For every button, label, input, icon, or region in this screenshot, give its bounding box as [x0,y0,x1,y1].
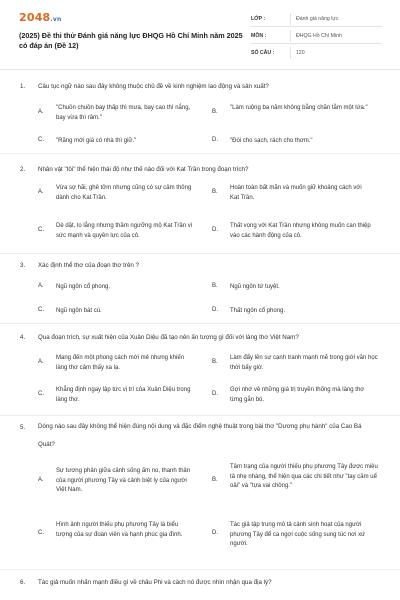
question-number: 2. [20,166,26,173]
option-text: Thất ngôn cổ phong. [230,308,286,314]
option-text: Ngũ ngôn tứ tuyệt. [230,284,280,290]
option-text: "Chuồn chuồn bay thấp thì mưa, bay cao thì nắng, bay vừa thì râm." [56,105,191,121]
question-text: Nhân vật "tôi" thể hiện thái độ như thế nào đối với Kat Trần trong đoạn trích? [38,166,249,173]
option-text: "Làm ruộng ba năm không bằng chăn tằm một lứa." [230,105,368,111]
brand-name: 2048 [19,11,51,24]
question-number: 1. [20,83,26,90]
question-divider [0,253,400,254]
option-text: Vừa sợ hãi, ghê tởm nhưng cũng có sự cảm thông dành cho Kat Trần. [56,185,192,201]
option-text: Gợi nhớ về những giá trị truyền thống mà làng thơ từng gắn bó. [230,387,365,403]
option-letter: D. [212,227,218,233]
option-text: Ngũ ngôn bát cú. [56,308,102,314]
option-letter: D. [212,307,218,313]
option-letter: A. [38,477,44,483]
question-divider [0,153,400,154]
header-divider [0,69,400,70]
option-letter: A. [38,109,44,115]
option-letter: B. [212,359,218,365]
option-letter: B. [212,283,218,289]
option-letter: B. [212,477,218,483]
meta-separator [290,30,291,42]
option-letter: C. [38,530,44,536]
meta-row-count [251,44,382,60]
option-text: Hoàn toàn bất mãn và muốn giữ khoảng cách với Kat Trần. [230,185,362,201]
option-letter: C. [38,307,44,313]
option-text: Thất vọng với Kat Trần nhưng không muốn can thiệp vào các hành động của cô. [230,223,371,239]
meta-row-class [251,10,382,27]
option-letter: B. [212,109,218,115]
question-text: Xác định thể thơ của đoạn thơ trên ? [38,262,139,269]
option-letter: A. [38,189,44,195]
meta-separator [290,13,291,25]
option-text: Dè dặt, lo lắng nhưng thầm ngưỡng mộ Kat Trần vì sức mạnh và quyền lực của cô. [56,223,193,239]
meta-label: MÔN : [251,33,267,39]
question-text: Qua đoạn trích, sự xuất hiện của Xuân Diệu đã tạo nên ấn tượng gì đối với làng thơ Việt Nam? [38,334,299,341]
question-number: 5. [20,424,26,431]
option-letter: A. [38,359,44,365]
option-text: Hình ảnh người thiếu phụ phương Tây là biểu tượng của sự đoàn viên và hạnh phúc gia đình. [56,522,183,538]
question-text: Tác giả muốn nhấn mạnh điều gì về châu Phi và cách nó được nhìn nhận qua địa lý? [38,579,272,586]
page-header [0,0,400,66]
meta-value: 120 [296,50,305,56]
meta-separator [290,47,291,59]
exam-meta-table [251,10,382,60]
option-letter: C. [38,391,44,397]
question-number: 3. [20,262,26,269]
option-letter: D. [212,530,218,536]
meta-value: ĐHQG Hồ Chí Minh [296,33,342,39]
option-text: Làm đẩy lên sự cạnh tranh mạnh mẽ trong giới văn học thời bấy giờ. [230,355,378,371]
question-divider [0,569,400,570]
site-logo[interactable] [19,11,61,24]
question-number: 6. [20,579,26,586]
question-text: Câu tục ngữ nào sau đây không thuộc chủ đề về kinh nghiệm lao động và sản xuất? [38,83,269,90]
option-letter: D. [212,137,218,143]
question-divider [0,415,400,416]
meta-label: SỐ CÂU : [251,50,275,56]
meta-label: LỚP : [251,16,266,22]
option-text: Khẳng định ngay lập tức vị trí của Xuân Diệu trong làng thơ. [56,387,191,403]
option-letter: C. [38,227,44,233]
question-divider [0,323,400,324]
option-text: Sự tương phản giữa cảnh sống ấm no, thanh thản của người phương Tây và cảnh biệt ly của người Việt Nam. [56,468,191,493]
option-text: Tâm trạng của người thiếu phụ phương Tây được miêu tả nhẹ nhàng, thể hiện qua các chi tiết như "tay cầm uể oải" và "tựa vai chồng." [230,464,378,489]
option-letter: C. [38,137,44,143]
option-text: Ngũ ngôn cổ phong. [56,284,111,290]
meta-value: Đánh giá năng lực [296,16,339,22]
exam-title: (2025) Đề thi thử Đánh giá năng lực ĐHQG Hồ Chí Minh năm 2025 có đáp án (Đề 12) [19,31,243,50]
question-text: Dòng nào sau đây không thể hiện đúng nội dung và đặc điểm nghệ thuật trong bài thơ "Dương phụ hành" của Cao Bá Quát? [38,423,362,448]
option-letter: D. [212,391,218,397]
option-text: "Đói cho sạch, rách cho thơm." [230,138,313,144]
option-letter: A. [38,283,44,289]
option-text: "Răng mới già có nhà thì giữ." [56,138,137,144]
question-number: 4. [20,334,26,341]
meta-row-subject [251,27,382,44]
option-text: Mang đến một phong cách mới mẻ nhưng khiến làng thơ cảm thấy xa lạ. [56,355,185,371]
option-letter: B. [212,189,218,195]
brand-suffix: .vn [50,16,62,23]
option-text: Tác giả tập trung mô tả cảnh sinh hoạt của người phương Tây để ca ngợi cuộc sống sung túc nơi xứ người. [230,522,366,547]
